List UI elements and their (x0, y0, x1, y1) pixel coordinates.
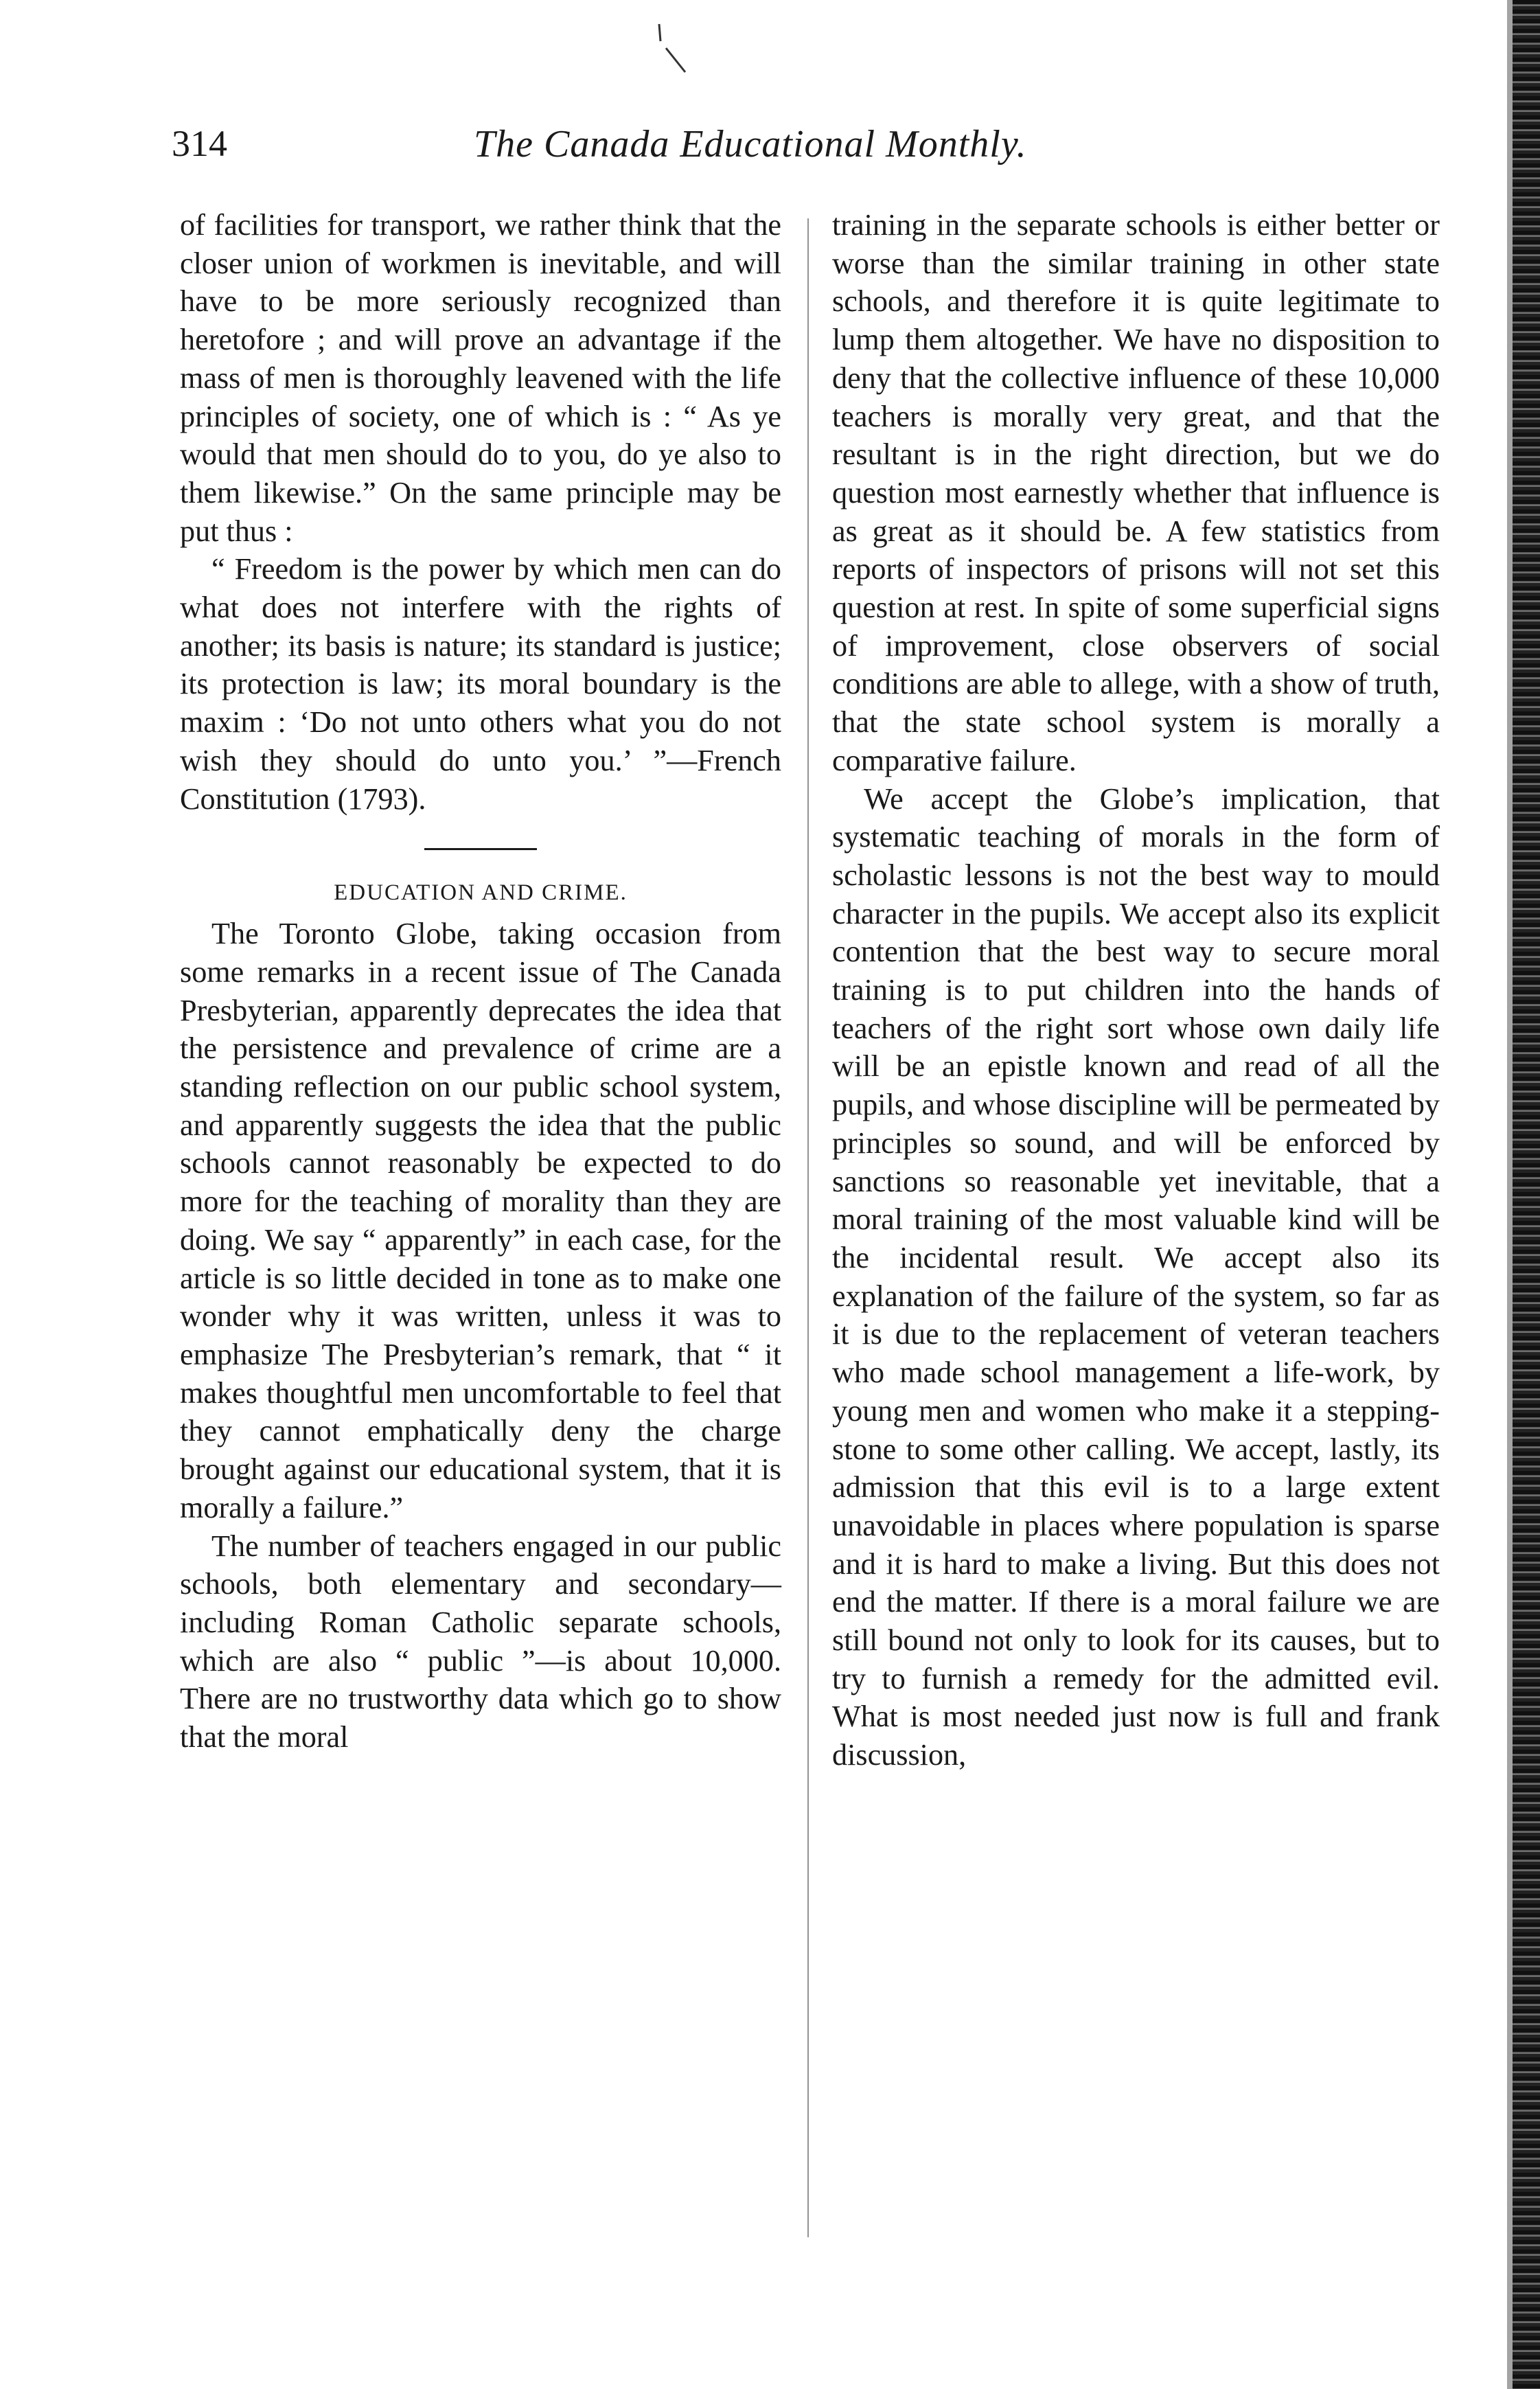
section-divider (424, 848, 537, 850)
page-header (172, 122, 1133, 184)
right-column (832, 206, 1440, 1774)
block-quote: “ Freedom is the power by which men can do what does not interfere with the rights of another; its basis is nature; its standard is justice; its protection is law; its moral boundary is the maxim : ‘Do not unto others what you do not wish they should do unto you.’ ”—French Constitution (1793). (180, 552, 781, 816)
scan-edge-binding (1513, 0, 1540, 2389)
page-number: 314 (172, 123, 227, 164)
body-paragraph: The Toronto Globe, taking occasion from some remarks in a recent issue of The Canada Presbyterian, apparently deprecates the idea that the persistence and prevalence of crime are a standing reflection on our public school system, and apparently suggests the idea that the public schools cannot reasonably be expected to do more for the teaching of morality than they are doing. We say “ apparently” in each case, for the article is so little decided in tone as to make one wonder why it was written, unless it was to emphasize The Presbyterian’s remark, that “ it makes thoughtful men uncomfortable to feel that they cannot emphatically deny the charge brought against our educational system, that it is morally a failure.” (180, 917, 781, 1524)
body-paragraph: training in the separate schools is either better or worse than the similar training in other state schools, and therefore it is quite legitimate to lump them altogether. We have no disposition to deny that the collective influence of these 10,000 teachers is morally very great, and that the resultant is in the right direction, but we do question most earnestly whether that influence is as great as it should be. A few statistics from reports of inspectors of prisons will not set this question at rest. In spite of some superficial signs of improvement, close observers of social conditions are able to allege, with a show of truth, that the state school system is morally a comparative failure. (832, 208, 1440, 777)
running-title: The Canada Educational Monthly. (474, 123, 1027, 165)
body-paragraph: We accept the Globe’s implication, that systematic teaching of morals in the form of scholastic lessons is not the best way to mould character in the pupils. We accept also its explicit contention that the best way to secure moral training is to put children into the hands of teachers of the right sort whose own daily life will be an epistle known and read of all the pupils, and whose discipline will be permeated by principles so sound, and will be enforced by sanctions so reasonable yet inevitable, that a moral training of the most valuable kind will be the incidental result. We accept also its explanation of the failure of the system, so far as it is due to the replacement of veteran teachers who made school management a life-work, by young men and women who make it a stepping-stone to some other calling. We accept, lastly, its admission that this evil is to a large extent unavoidable in places where population is sparse and it is hard to make a living. But this does not end the matter. If there is a moral failure we are still bound not only to look for its causes, but to try to furnish a remedy for the admitted evil. What is most needed just now is full and frank discussion, (832, 781, 1440, 1772)
scan-speck-marks (645, 21, 714, 82)
column-rule (807, 218, 809, 2237)
body-paragraph: of facilities for transport, we rather think that the closer union of workmen is inevitable, and will have to be more seriously recognized than heretofore ; and will prove an advantage if the mass of men is thoroughly leavened with the life principles of society, one of which is : “ As ye would that men should do to you, do ye also to them likewise.” On the same principle may be put thus : (180, 208, 781, 548)
body-paragraph: The number of teachers engaged in our public schools, both elementary and secondary—including Roman Catholic separate schools, which are also “ public ”—is about 10,000. There are no trustworthy data which go to show that the moral (180, 1529, 781, 1754)
section-heading: EDUCATION AND CRIME. (334, 880, 628, 906)
left-column (180, 206, 781, 1757)
scan-edge-shadow (1507, 0, 1513, 2389)
